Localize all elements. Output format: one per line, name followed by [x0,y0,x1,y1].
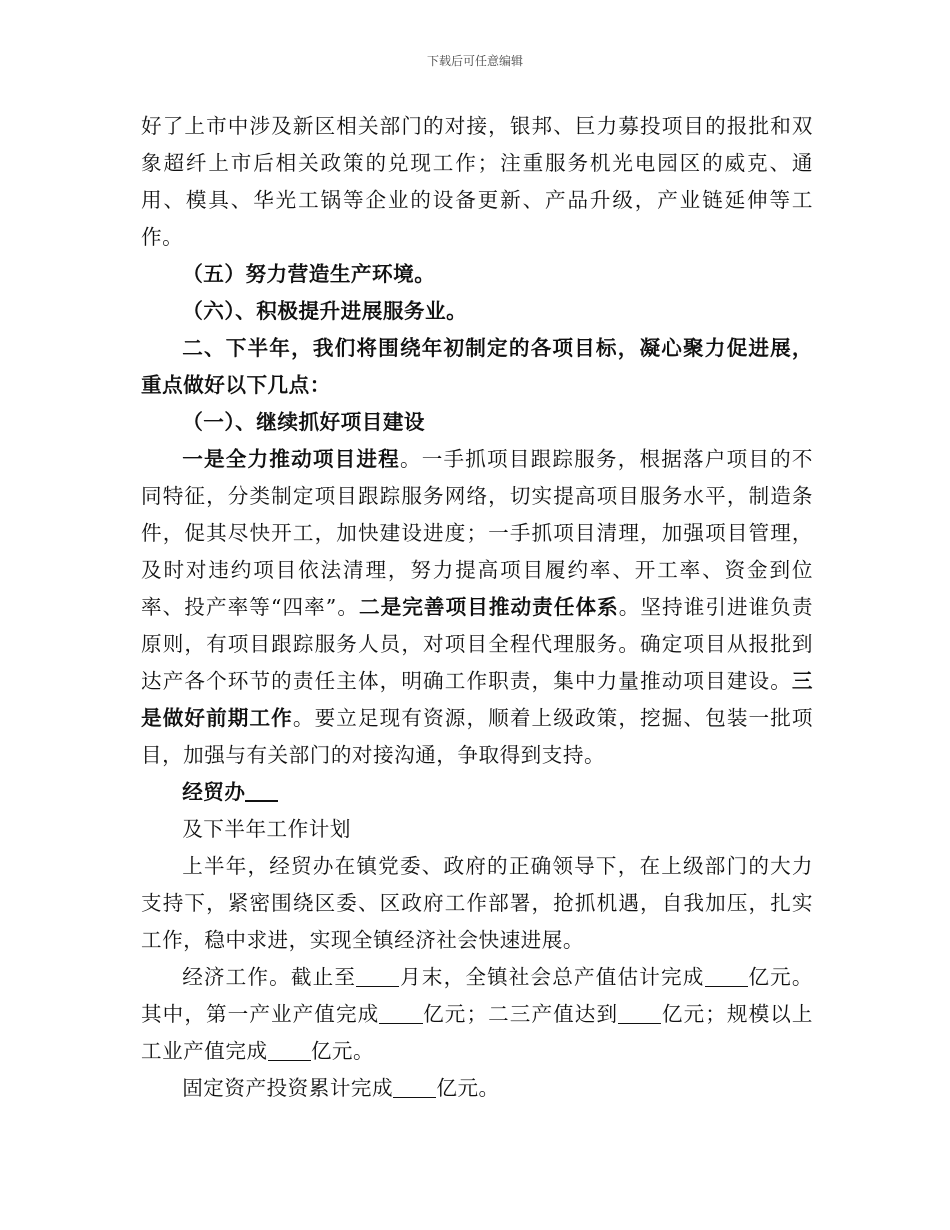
blank-total-output [705,965,748,987]
paragraph-investment [141,1070,813,1107]
investment-text-2: 亿元。 [436,1076,500,1100]
blank-primary-industry [379,1002,422,1024]
investment-text-1: 固定资产投资累计完成 [182,1076,394,1100]
economy-text-6: 亿元。 [310,1039,375,1063]
title-blank [245,779,278,802]
heading-section-6: （六）、积极提升进展服务业。 [182,299,468,323]
paragraph-first-half: 上半年，经贸办在镇党委、政府的正确领导下，在上级部门的大力支持下，紧密围绕区委、区政府工作部署，抢抓机遇，自我加压，扎实工作，稳中求进，实现全镇经济社会快速进展。 [141,854,813,952]
document-body [141,108,813,1107]
subtitle-plan: 及下半年工作计划 [182,817,351,841]
paragraph-continuation: 好了上市中涉及新区相关部门的对接，银邦、巨力募投项目的报批和双象超纤上市后相关政策的兑现工作；注重服务机光电园区的威克、通用、模具、华光工锅等企业的设备更新、产品升级，产业链延伸等工作。 [141,114,813,249]
blank-investment [393,1076,436,1098]
economy-text-4: 亿元；二三产值达到 [422,1002,619,1026]
blank-month [356,965,399,987]
heading-section-5: （五）努力营造生产环境。 [182,262,436,286]
paragraph-projects [141,441,813,774]
page-header: 下载后可任意编辑 [426,54,523,68]
economy-text-5: 亿元；规模以上工业产值完成 [141,1002,814,1063]
blank-secondary-tertiary [618,1002,661,1024]
heading-project-building: （一）、继续抓好项目建设 [182,410,426,434]
economy-text-1: 经济工作。截止至 [182,965,357,989]
point-two-label: 二是完善项目推动责任体系 [358,595,619,619]
economy-text-3: 亿元。其中，第一产业产值完成 [141,965,814,1026]
blank-industrial-output [268,1039,311,1061]
point-three-label: 三是做好前期工作 [141,669,813,730]
heading-second-half: 二、下半年，我们将围绕年初制定的各项目标，凝心聚力促进展，重点做好以下几点： [141,336,813,397]
point-three-text: 。要立足现有资源，顺着上级政策，挖掘、包装一批项目，加强与有关部门的对接沟通，争取得到支持。 [141,706,814,767]
paragraph-economy [141,959,813,1070]
title-office-text: 经贸办 [182,780,246,804]
point-one-text: 。一手抓项目跟踪服务，根据落户项目的不同特征，分类制定项目跟踪服务网络，切实提高项目服务水平，制造条件，促其尽快开工，加快建设进度；一手抓项目清理，加强项目管理，及时对违约项目依法清理，努力提高项目履约率、开工率、资金到位率、投产率等“四率”。 [141,447,814,619]
point-one-label: 一是全力推动项目进程 [182,447,400,471]
economy-text-2: 月末，全镇社会总产值估计完成 [399,965,705,989]
title-office [141,774,813,811]
point-two-text: 。坚持谁引进谁负责原则，有项目跟踪服务人员，对项目全程代理服务。确定项目从报批到达产各个环节的责任主体，明确工作职责，集中力量推动项目建设。 [141,595,814,693]
